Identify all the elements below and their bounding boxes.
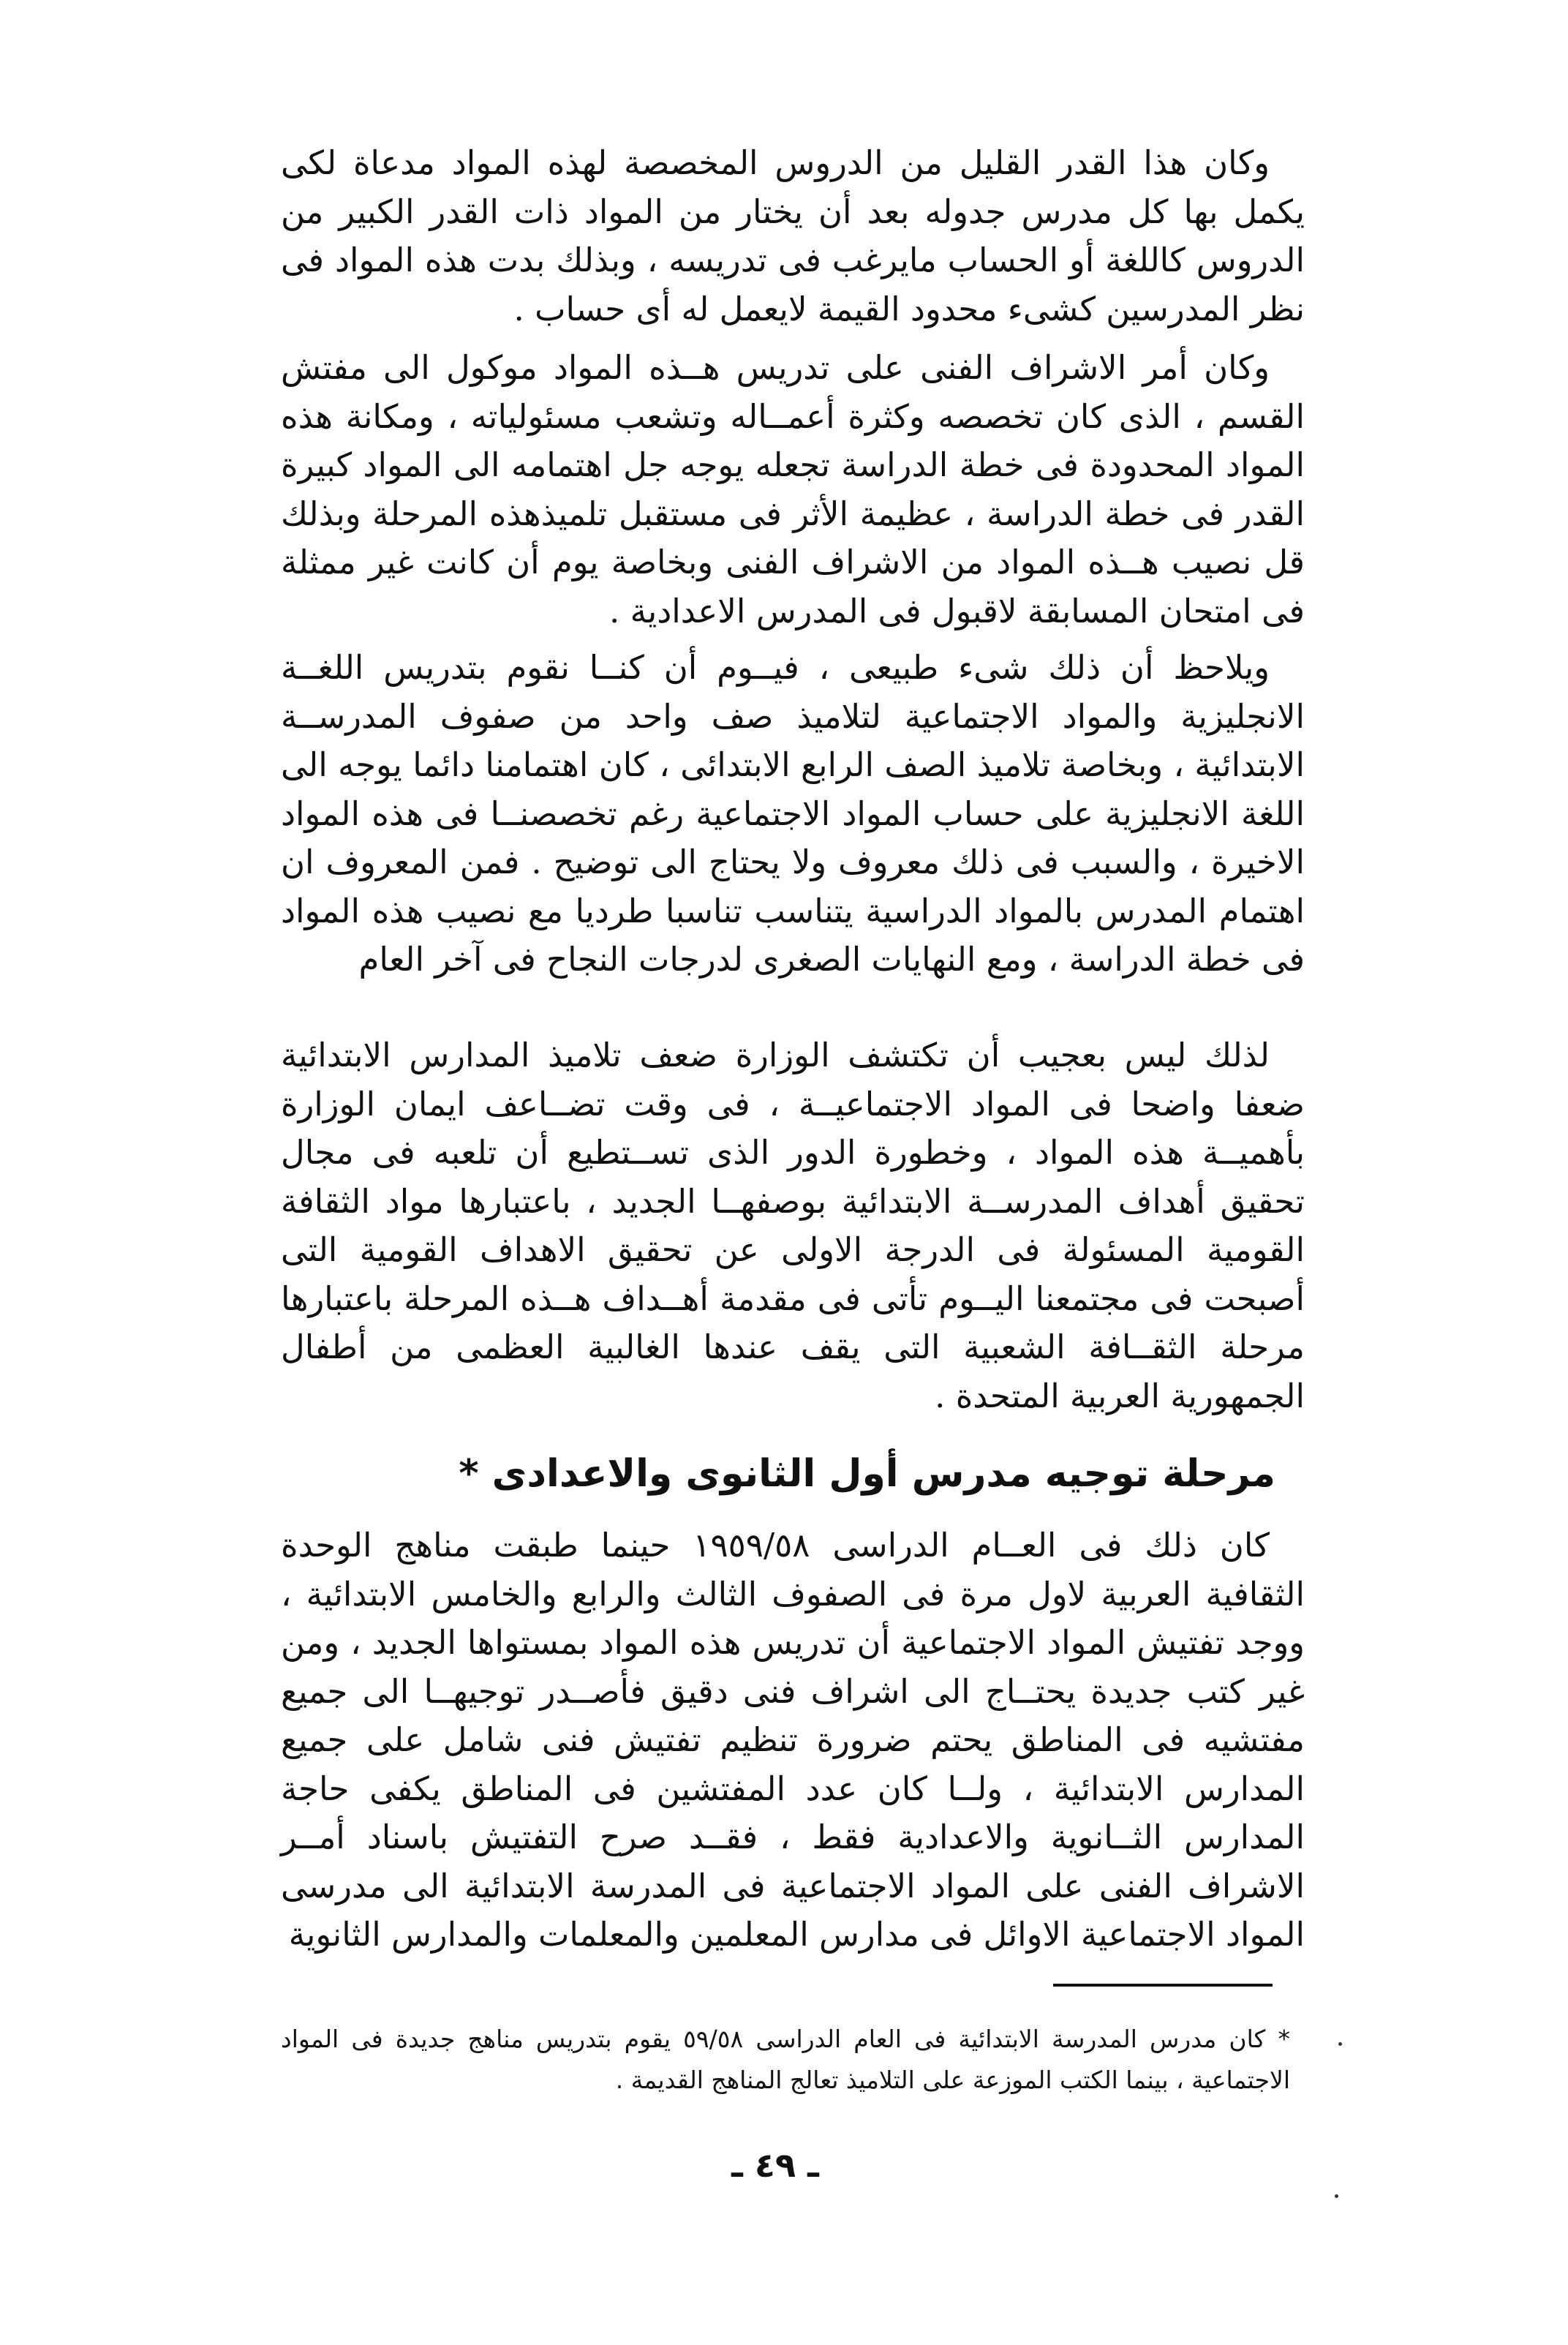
body-paragraph-1: وكان هذا القدر القليل من الدروس المخصصة لهذه المواد مدعاة لكى يكمل بها كل مدرس جدوله بعد أن يختار من المواد ذات القدر الكبير من الدروس كاللغة أو الحساب مايرغب فى تدريسه ، وبذلك بدت هذه المواد فى نظر المدرسين كشىء محدود القيمة لايعمل له أى حساب . <box>281 143 1305 328</box>
section-heading: مرحلة توجيه مدرس أول الثانوى والاعدادى * <box>459 1452 1275 1496</box>
body-paragraph-3: ويلاحظ أن ذلك شىء طبيعى ، فيــوم أن كنــا نقوم بتدريس اللغــة الانجليزية والمواد الاجتماعية لتلاميذ صف واحد من صفوف المدرســة الابتدائية ، وبخاصة تلاميذ الصف الرابع الابتدائى ، كان اهتمامنا دائما يوجه الى اللغة الانجليزية على حساب المواد الاجتماعية رغم تخصصنــا فى هذه المواد الاخيرة ، والسبب فى ذلك معروف ولا يحتاج الى توضيح . فمن المعروف ان اهتمام المدرس بالمواد الدراسية يتناسب تناسبا طرديا مع نصيب هذه المواد فى خطة الدراسة ، ومع النهايات الصغرى لدرجات النجاح فى آخر العام <box>281 648 1305 979</box>
scan-speck <box>1335 2194 1338 2198</box>
scan-speck <box>1338 2042 1342 2046</box>
page-number: ـ ٤٩ ـ <box>731 2145 819 2185</box>
body-paragraph-4: لذلك ليس بعجيب أن تكتشف الوزارة ضعف تلاميذ المدارس الابتدائية ضعفا واضحا فى المواد الاجتماعيــة ، فى وقت تضــاعف ايمان الوزارة بأهميــة هذه المواد ، وخطورة الدور الذى تســتطيع أن تلعبه فى مجال تحقيق أهداف المدرســة الابتدائية بوصفهــا الجديد ، باعتبارها مواد الثقافة القومية المسئولة فى الدرجة الاولى عن تحقيق الاهداف القومية التى أصبحت فى مجتمعنا اليــوم تأتى فى مقدمة أهــداف هــذه المرحلة باعتبارها مرحلة الثقــافة الشعبية التى يقف عندها الغالبية العظمى من أطفال الجمهورية العربية المتحدة . <box>281 1036 1305 1415</box>
footnote-divider <box>1053 1984 1273 1987</box>
section-paragraph: كان ذلك فى العــام الدراسى ١٩٥٩/٥٨ حينما طبقت مناهج الوحدة الثقافية العربية لاول مرة فى الصفوف الثالث والرابع والخامس الابتدائية ، ووجد تفتيش المواد الاجتماعية أن تدريس هذه المواد بمستواها الجديد ، ومن غير كتب جديدة يحتــاج الى اشراف فنى دقيق فأصــدر توجيهــا الى جميع مفتشيه فى المناطق يحتم ضرورة تنظيم تفتيش فنى شامل على جميع المدارس الابتدائية ، ولــا كان عدد المفتشين فى المناطق يكفى حاجة المدارس الثــانوية والاعدادية فقط ، فقــد صرح التفتيش باسناد أمــر الاشراف الفنى على المواد الاجتماعية فى المدرسة الابتدائية الى مدرسى المواد الاجتماعية الاوائل فى مدارس المعلمين والمعلمات والمدارس الثانوية <box>281 1526 1305 1954</box>
body-paragraph-2: وكان أمر الاشراف الفنى على تدريس هــذه المواد موكول الى مفتش القسم ، الذى كان تخصصه وكثرة أعمــاله وتشعب مسئولياته ، ومكانة هذه المواد المحدودة فى خطة الدراسة تجعله يوجه جل اهتمامه الى المواد كبيرة القدر فى خطة الدراسة ، عظيمة الأثر فى مستقبل تلميذهذه المرحلة وبذلك قل نصيب هــذه المواد من الاشراف الفنى وبخاصة يوم أن كانت غير ممثلة فى امتحان المسابقة لاقبول فى المدرس الاعدادية . <box>281 348 1305 631</box>
footnote: * كان مدرس المدرسة الابتدائية فى العام الدراسى ٥٩/٥٨ يقوم بتدريس مناهج جديدة فى المواد الاجتماعية ، بينما الكتب الموزعة على التلاميذ تعالج المناهج القديمة . <box>281 2025 1290 2094</box>
